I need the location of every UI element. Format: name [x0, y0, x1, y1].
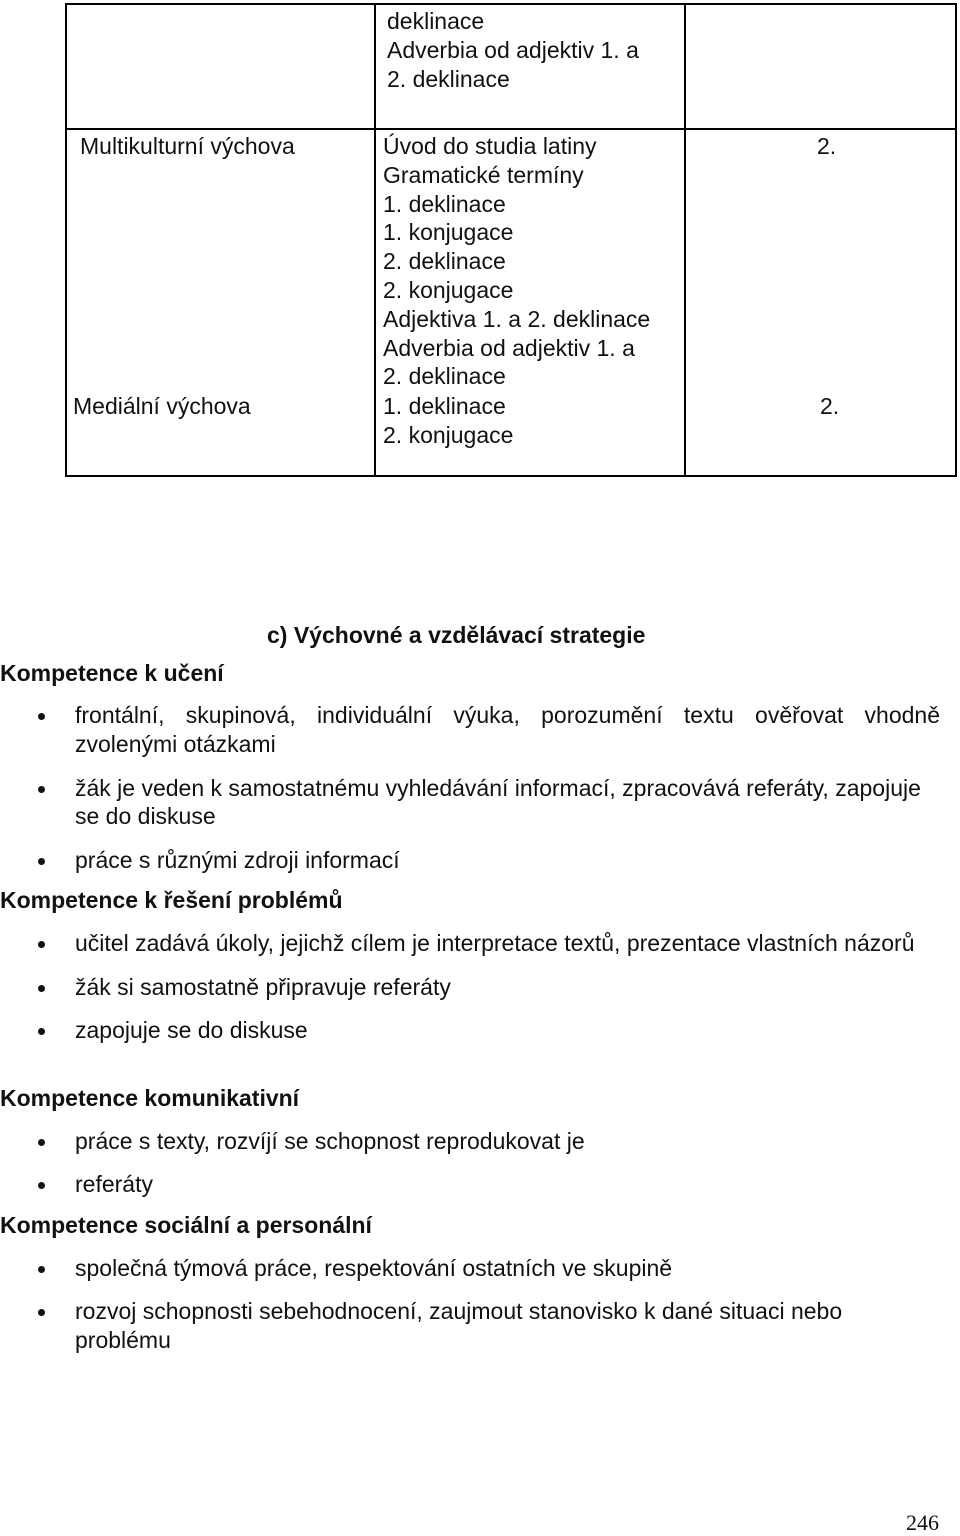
- topic-line: Adverbia od adjektiv 1. a: [383, 334, 635, 361]
- list-item: zapojuje se do diskuse: [0, 1016, 960, 1045]
- list-item: referáty: [0, 1170, 960, 1199]
- list-item: společná týmová práce, respektování ostatních ve skupině: [0, 1254, 960, 1283]
- list-item: frontální, skupinová, individuální výuka, porozumění textu ověřovat vhodně zvolenými otázkami: [0, 701, 960, 759]
- page-number: 246: [906, 1510, 939, 1535]
- topic-line: 1. deklinace: [383, 393, 506, 419]
- topic-line: 1. deklinace: [383, 190, 506, 217]
- bullet-list: [0, 701, 960, 875]
- topic-line: Gramatické termíny: [383, 161, 584, 188]
- list-item: práce s texty, rozvíjí se schopnost reprodukovat je: [0, 1127, 960, 1156]
- table-cell-grade: 2.: [817, 133, 837, 159]
- table-cell-topics-top: [387, 7, 639, 93]
- list-item: rozvoj schopnosti sebehodnocení, zaujmout stanovisko k dané situaci nebo problému: [0, 1297, 960, 1355]
- bullet-icon: [38, 941, 45, 948]
- section-heading: Kompetence k řešení problémů: [0, 887, 343, 913]
- table-cell-topics: [383, 132, 650, 391]
- list-item: učitel zadává úkoly, jejichž cílem je interpretace textů, prezentace vlastních názorů: [0, 929, 960, 958]
- section-heading: Kompetence komunikativní: [0, 1085, 300, 1111]
- bullet-list: [0, 1254, 960, 1354]
- table-cell-theme: Mediální výchova: [73, 393, 251, 419]
- bullet-icon: [38, 1028, 45, 1035]
- table-cell-theme: Multikulturní výchova: [80, 133, 295, 159]
- table-cell-grade: 2.: [820, 393, 840, 419]
- list-item: práce s různými zdroji informací: [0, 846, 960, 875]
- bullet-list: [0, 929, 960, 1044]
- bullet-list: [0, 1127, 960, 1199]
- section-heading: Kompetence sociální a personální: [0, 1212, 372, 1238]
- bullet-icon: [38, 1182, 45, 1189]
- table-divider: [67, 128, 955, 130]
- table-divider: [684, 5, 686, 475]
- topic-line: 2. deklinace: [383, 363, 506, 390]
- topic-line: 1. konjugace: [383, 219, 514, 246]
- bullet-icon: [38, 1139, 45, 1146]
- topic-line: 2. konjugace: [383, 276, 514, 303]
- section-title: c) Výchovné a vzdělávací strategie: [267, 622, 646, 648]
- bullet-icon: [38, 1266, 45, 1273]
- bullet-icon: [38, 858, 45, 865]
- topic-line: 2. deklinace: [383, 248, 506, 275]
- topic-line: 2. deklinace: [387, 65, 510, 92]
- curriculum-table: [65, 3, 957, 477]
- list-item: žák je veden k samostatnému vyhledávání informací, zpracovává referáty, zapojuje se do diskuse: [0, 774, 960, 832]
- topic-line: Adjektiva 1. a 2. deklinace: [383, 305, 651, 332]
- topic-line: Adverbia od adjektiv 1. a: [387, 36, 639, 63]
- topic-line: Úvod do studia latiny: [383, 133, 597, 159]
- bullet-icon: [38, 1309, 45, 1316]
- table-cell-topics: [383, 392, 513, 450]
- topic-line: 2. konjugace: [383, 421, 514, 448]
- table-divider: [374, 5, 376, 475]
- bullet-icon: [38, 713, 45, 720]
- bullet-icon: [38, 786, 45, 793]
- section-heading: Kompetence k učení: [0, 660, 224, 686]
- list-item: žák si samostatně připravuje referáty: [0, 973, 960, 1002]
- bullet-icon: [38, 985, 45, 992]
- topic-line: deklinace: [387, 8, 485, 34]
